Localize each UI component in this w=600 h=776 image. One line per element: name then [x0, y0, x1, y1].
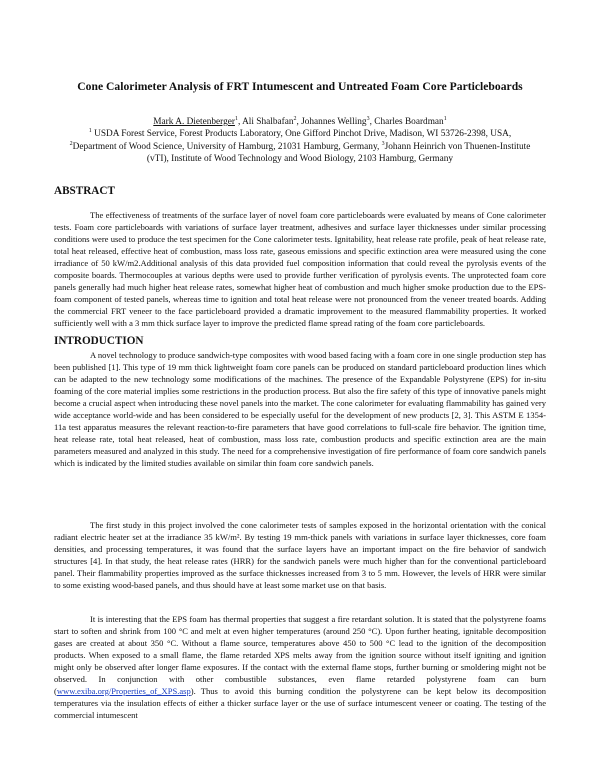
affiliation-mark: 3: [381, 140, 385, 147]
intro-paragraph-1: A novel technology to produce sandwich-type composites with wood based facing with a foam core in one single production step has been published [1]. This type of 19 mm thick lightweight foam core panels can be produced on standard particleboard production lines which can be adapted to the new technology some modifications of the machines. The presence of the Expandable Polystyrene (EPS) for in-situ foaming of the core material implies some restrictions in the production process. But also the fire safety of this type of innovative panels might become a crucial aspect when introducing these novel panels into the market. The cone calorimeter for evaluating flammability has gained very wide acceptance world-wide and has been considered to be especially useful for the development of new products [2, 3]. This ASTM E 1354-11a test apparatus measures the relevant reaction-to-fire parameters that have good correlations to full-scale fire behavior. The ignition time, heat release rate, total heat released, heat of combustion, mass loss rate, combustion products and specific extinction area are the main parameters measured and analyzed in this study. The need for a comprehensive investigation of fire performance of foam core sandwich panels which is indicated by the limited studies available on similar thin foam core sandwich panels.: [54, 350, 546, 468]
affiliation-text: Johann Heinrich von Thuenen-Institute: [384, 141, 531, 152]
paper-title: Cone Calorimeter Analysis of FRT Intumescent and Untreated Foam Core Particleboards: [77, 80, 523, 93]
affiliation-line: [30, 128, 570, 140]
abstract-paragraph: The effectiveness of treatments of the surface layer of novel foam core particleboards were evaluated by means of Cone calorimeter tests. Foam core particleboards with variations of surface layer treatment, adhesives and surface layer thicknesses under similar processing conditions were used to produce the test specimen for the Cone calorimeter tests. Ignitability, heat release rate profile, peak of heat release rate, total heat released, effective heat of combustion, mass loss rate, gaseous emissions and specific extinction area were measured using the cone irradiance of 50 kW/m2.Additional analysis of this data provided fuel composition information that could reveal the pyrolysis events of the composite boards. Thermocouples at various depths were used to provide further verification of pyrolysis events. The unprotected foam core panels generally had much higher heat release rates, somewhat higher heat of combustion and much higher smoke production due to the EPS-foam component of tested panels, whereas time to ignition and total heat release were not pronounced from the veneer treated boards. Adding the commercial FRT veneer to the face particleboard provided a dramatic improvement to the measured flammability properties. It worked sufficiently well with a 3 mm thick surface layer to improve the predicted flame spread rating of the foam core particleboards.: [54, 210, 546, 328]
affiliation-text: Department of Wood Science, University of Hamburg, 21031 Hamburg, Germany,: [72, 141, 382, 152]
affiliation-line: [30, 141, 570, 153]
abstract-heading: ABSTRACT: [54, 185, 115, 197]
author-affiliation-mark: 2: [293, 116, 297, 122]
author-affiliation-mark: 1: [443, 116, 447, 122]
affiliation-mark: 2: [69, 140, 73, 147]
author-name: Charles Boardman: [374, 117, 444, 127]
intro-paragraph-2: The first study in this project involved the cone calorimeter tests of samples exposed in the horizontal orientation with the conical radiant electric heater set at the irradiance 35 kW/m². By testing 19 mm-thick panels with variations in surface layer thicknesses, core foam densities, and processing temperatures, it was found that the surface layers have an important impact on the fire behavior of sandwich structures [4]. In that study, the heat release rates (HRR) for the sandwich panels were much higher than for the conventional particleboard panel. Their flammability properties improved as the surface thicknesses increased from 3 to 5 mm. However, the levels of HRR were similar to some existing wood-based panels, and thus should have at least some market use on that basis.: [54, 520, 546, 590]
author-name: Johannes Welling: [301, 117, 367, 127]
intro-paragraph-3-text-cont: ). Thus to avoid this burning condition the polystyrene can be kept below its decomposition temperatures via the insulation effects of either a thicker surface layer or the use of surface intumescent veneer or coating. The testing of the commercial intumescent: [54, 685, 546, 720]
author-separator: ,: [237, 117, 243, 127]
xps-properties-link[interactable]: www.exiba.org/Properties_of_XPS.asp: [56, 685, 191, 696]
intro-paragraph-3-text: It is interesting that the EPS foam has thermal properties that suggest a fire retardant solution. It is stated that the polystyrene foams start to soften and shrink from 100 °C and melt at even higher temperatures (around 250 °C). Upon further heating, ignitable decomposition gases are created at about 350 °C. Without a flame source, temperatures above 450 to 500 °C lead to the ignition of the decomposition products. When exposed to a small flame, the flame retarded XPS melts away from the ignition source without itself igniting and ignition might only be observed after longer flame exposures. If the contact with the external flame stops, further burning or smoldering might not be observed. In conjunction with other combustible substances, even flame retarded polystyrene foam can burn (: [54, 614, 546, 696]
author-list: [30, 116, 570, 128]
affiliation-mark: 1: [88, 128, 92, 135]
introduction-heading: INTRODUCTION: [54, 335, 144, 347]
intro-paragraph-3: [54, 614, 546, 722]
author-affiliation-mark: 1: [234, 116, 238, 122]
author-block: [30, 116, 570, 166]
affiliation-text: USDA Forest Service, Forest Products Laboratory, One Gifford Pinchot Drive, Madison, WI 53726-2398, USA,: [91, 129, 512, 140]
affiliation-line: (vTI), Institute of Wood Technology and Wood Biology, 2103 Hamburg, Germany: [146, 154, 454, 165]
author-name: Ali Shalbafan: [242, 117, 294, 127]
author-affiliation-mark: 3: [366, 116, 370, 122]
author-name: Mark A. Dietenberger: [153, 117, 235, 127]
author-separator: ,: [369, 117, 375, 127]
author-separator: ,: [296, 117, 302, 127]
